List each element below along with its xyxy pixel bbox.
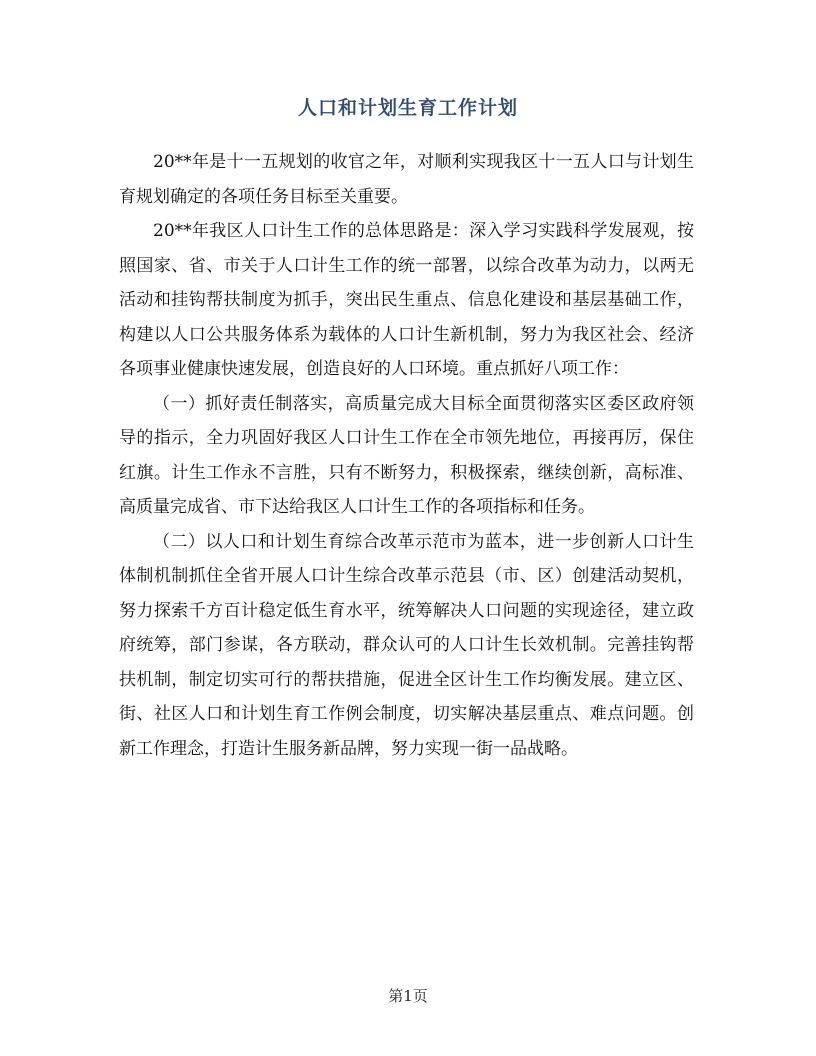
paragraph-item-1: （一）抓好责任制落实，高质量完成大目标全面贯彻落实区委区政府领导的指示，全力巩固好我区人口计生工作在全市领先地位，再接再厉，保住红旗。计生工作永不言胜，只有不断努力，积极探索，继续创新，高标准、高质量完成省、市下达给我区人口计生工作的各项指标和任务。: [119, 393, 694, 517]
paragraph-intro: 20**年是十一五规划的收官之年，对顺利实现我区十一五人口与计划生育规划确定的各项任务目标至关重要。: [119, 152, 694, 207]
page-number: 第1页: [388, 987, 428, 1005]
document-body: [119, 145, 694, 766]
paragraph-item-2: （二）以人口和计划生育综合改革示范市为蓝本，进一步创新人口计生体制机制抓住全省开展人口计生综合改革示范县（市、区）创建活动契机，努力探索千方百计稳定低生育水平，统筹解决人口问题的实现途径，建立政府统筹，部门参谋，各方联动，群众认可的人口计生长效机制。完善挂钩帮扶机制，制定切实可行的帮扶措施，促进全区计生工作均衡发展。建立区、街、社区人口和计划生育工作例会制度，切实解决基层重点、难点问题。创新工作理念，打造计生服务新品牌，努力实现一街一品战略。: [119, 531, 694, 759]
paragraph-overall-approach: 20**年我区人口计生工作的总体思路是：深入学习实践科学发展观，按照国家、省、市关于人口计生工作的统一部署，以综合改革为动力，以两无活动和挂钩帮扶制度为抓手，突出民生重点、信息化建设和基层基础工作，构建以人口公共服务体系为载体的人口计生新机制，努力为我区社会、经济各项事业健康快速发展，创造良好的人口环境。重点抓好八项工作：: [119, 221, 694, 379]
document-title: 人口和计划生育工作计划: [297, 97, 518, 119]
